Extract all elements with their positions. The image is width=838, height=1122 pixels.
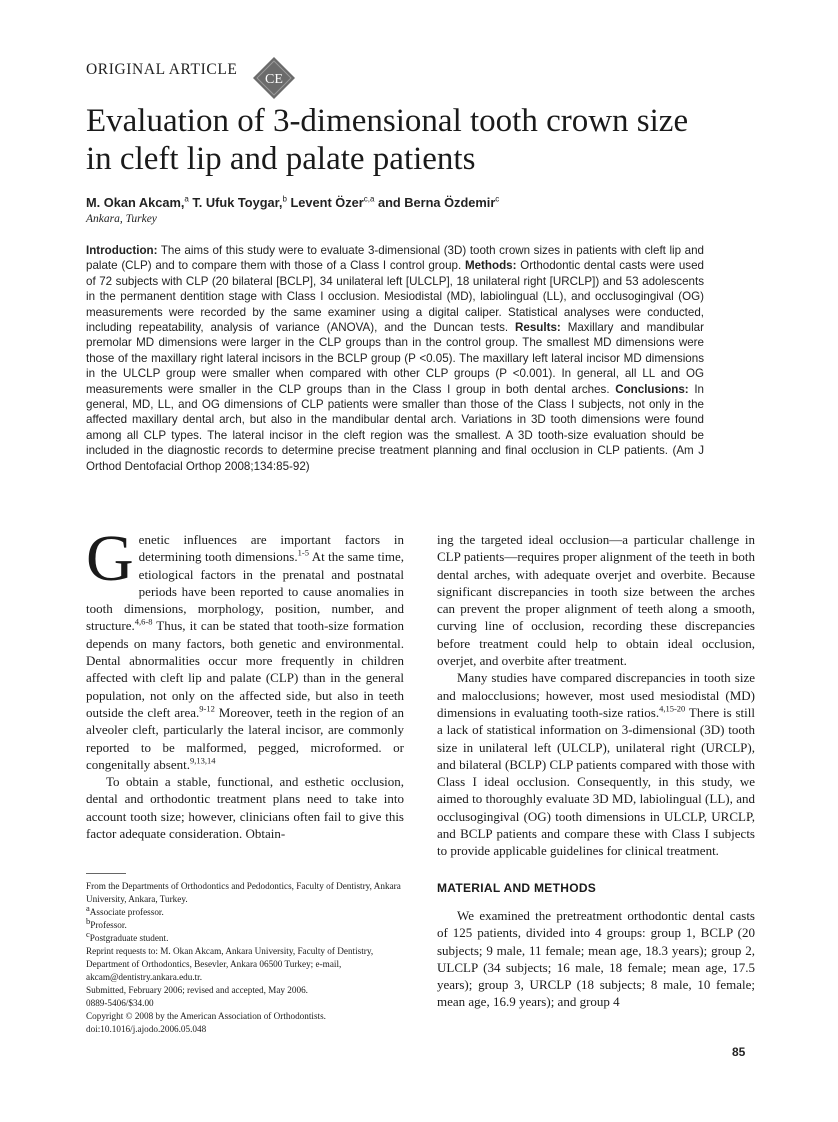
body-column-left bbox=[86, 522, 405, 842]
drop-cap: G bbox=[86, 522, 134, 595]
citation: 9,13,14 bbox=[189, 755, 216, 766]
footnote-reprint: Reprint requests to: M. Okan Akcam, Ankara University, Faculty of Dentistry, Department of Orthodontics, Besevler, Ankara 06500 Turkey; e-mail, akcam@dentistry.ankara.edu.tr. bbox=[86, 946, 374, 982]
footnote-copyright: Copyright © 2008 by the American Association of Orthodontists. bbox=[86, 1011, 326, 1021]
footnotes bbox=[86, 880, 404, 1036]
author-1-affil: a bbox=[184, 194, 189, 204]
abstract-intro: The aims of this study were to evaluate 3-dimensional (3D) tooth crown sizes in patients with cleft lip and palate (CLP) and to compare them with those of a Class I control group. bbox=[86, 244, 704, 273]
footnote-submitted: Submitted, February 2006; revised and accepted, May 2006. bbox=[86, 985, 308, 995]
footnote-affiliation: From the Departments of Orthodontics and Pedodontics, Faculty of Dentistry, Ankara University, Ankara, Turkey. bbox=[86, 881, 401, 904]
abstract-intro-label: Introduction: bbox=[86, 244, 158, 257]
footnote-role-c bbox=[86, 928, 404, 945]
citation: 4,15-20 bbox=[659, 703, 686, 714]
footnote-marker: c bbox=[86, 928, 90, 939]
body-column-right bbox=[437, 531, 755, 1011]
author-4: and Berna Özdemir bbox=[374, 195, 496, 210]
abstract bbox=[86, 243, 704, 474]
abstract-results: Maxillary and mandibular premolar MD dimensions were larger in the CLP groups than in the control group. The smallest MD dimensions were those of the maxillary right lateral incisors in the BCLP group (P <0.05). The maxillary left lateral incisor MD dimensions in the ULCLP group were smaller when compared with other CLP groups (P <0.001). In general, all LL and OG measurements were smaller in the CLP groups than in the Class I group in both dental arches. bbox=[86, 321, 704, 396]
author-1: M. Okan Akcam, bbox=[86, 195, 185, 210]
text-run: Many studies have compared discrepancies in tooth size and malocclusions; however, most used mesiodistal (MD) dimensions in evaluating tooth-size ratios. bbox=[437, 670, 755, 720]
author-2-affil: b bbox=[282, 194, 287, 204]
page-number: 85 bbox=[732, 1045, 746, 1059]
author-location: Ankara, Turkey bbox=[86, 213, 157, 225]
ce-logo bbox=[252, 56, 296, 100]
methods-paragraph-1: We examined the pretreatment orthodontic dental casts of 125 patients, divided into 4 groups: group 1, BCLP (20 subjects; 9 male, 11 female; mean age, 18.3 years); group 2, ULCLP (34 subjects; 16 male, 18 female; mean age, 17.5 years); group 3, URCLP (18 subjects; 8 male, 10 female; mean age, 16.9 years); and group 4 bbox=[437, 907, 755, 1010]
footnote-role-b bbox=[86, 915, 404, 932]
text-run: enetic influences are important factors in determining tooth dimensions. bbox=[138, 532, 404, 565]
footnote-text: Associate professor. bbox=[89, 907, 164, 917]
title-line-1: Evaluation of 3-dimensional tooth crown size bbox=[86, 103, 689, 139]
abstract-methods-label: Methods: bbox=[464, 259, 517, 273]
footnote-text: Professor. bbox=[90, 920, 127, 930]
article-title bbox=[86, 102, 786, 178]
intro-paragraph-3: ing the targeted ideal occlusion—a particular challenge in CLP patients—requires proper alignment of the teeth in both dental arches, with adequate overjet and overbite. Because significant discrepancies in tooth size between the arches can prevent the proper alignment of teeth along a smooth, curving line of occlusion, recording these discrepancies before treatment could help to obtain ideal occlusion, overjet, and overbite after treatment. bbox=[437, 532, 755, 669]
ce-logo-text: CE bbox=[265, 72, 283, 87]
citation: 4,6-8 bbox=[134, 617, 153, 628]
footnote-divider bbox=[86, 873, 126, 874]
footnote-issn: 0889-5406/$34.00 bbox=[86, 998, 154, 1008]
footnote-role-a bbox=[86, 902, 404, 919]
intro-paragraph-1 bbox=[86, 522, 405, 773]
text-run: Thus, it can be stated that tooth-size formation depends on many factors, both genetic and environmental. Dental abnormalities occur more frequently in children affected with cleft lip and palate (CLP) than in the general population, not only on the affected side, but also in teeth outside the cleft area. bbox=[86, 618, 404, 720]
author-4-affil: c bbox=[495, 194, 500, 204]
section-label: ORIGINAL ARTICLE bbox=[86, 61, 238, 78]
abstract-conclusions-label: Conclusions: bbox=[615, 382, 689, 396]
title-line-2: in cleft lip and palate patients bbox=[86, 141, 476, 177]
author-list bbox=[86, 195, 499, 210]
text-run: Moreover, teeth in the region of an alveoler cleft, particularly the lateral incisor, are commonly reported to be malformed, pegged, microformed. or congenitally absent. bbox=[86, 704, 404, 772]
abstract-conclusions: In general, MD, LL, and OG dimensions of CLP patients were smaller than those of the Class I subjects, not only in the affected maxillary dental arch, but also in the mandibular dental arch. Variations in 3D tooth dimensions were found among all CLP types. The lateral incisor in the cleft region was the smallest. A 3D tooth-size evaluation should be included in the diagnostic records to determine precise treatment planning and final occlusion in CLP patients. (Am J Orthod Dentofacial Orthop 2008;134:85-92) bbox=[86, 382, 704, 473]
section-heading-methods: MATERIAL AND METHODS bbox=[437, 880, 597, 895]
author-2: T. Ufuk Toygar, bbox=[188, 195, 283, 210]
abstract-methods: Orthodontic dental casts were used of 72 subjects with CLP (20 bilateral [BCLP], 34 unilateral left [ULCLP], 18 unilateral right [URCLP]) and 53 adolescents in the permanent dentition stage with Class I occlusion. Mesiodistal (MD), labiolingual (LL), and occlusogingival (OG) measurements were recorded by the same examiner using a digital caliper. Statistical analyses were conducted, including repeatability, analysis of variance (ANOVA), and the Duncan tests. bbox=[86, 259, 704, 335]
footnote-doi: doi:10.1016/j.ajodo.2006.05.048 bbox=[86, 1024, 207, 1034]
footnote-text: Postgraduate student. bbox=[89, 933, 169, 943]
intro-paragraph-2: To obtain a stable, functional, and esthetic occlusion, dental and orthodontic treatment plans need to take into account tooth size; however, clinicians often fail to give this factor adequate consideration. Obtain- bbox=[86, 774, 404, 842]
author-3: Levent Özer bbox=[286, 195, 364, 210]
citation: 1-5 bbox=[297, 547, 309, 558]
intro-paragraph-4 bbox=[437, 669, 755, 859]
footnote-marker: a bbox=[86, 902, 90, 913]
abstract-results-label: Results: bbox=[515, 321, 561, 335]
text-run: There is still a lack of statistical information on 3-dimensional (3D) tooth size in unilateral left (ULCLP), unilateral right (URCLP), and bilateral (BCLP) CLP patients compared with those with Class I ideal occlusion. Consequently, in this study, we aimed to thoroughly evaluate 3D MD, labiolingual (LL), and occlusogingival (OG) tooth dimensions in ULCLP, URCLP, and BCLP patients and compare these with Class I subjects to provide applicable guidelines for clinical treatment. bbox=[437, 704, 755, 859]
text-run: At the same time, etiological factors in the prenatal and postnatal periods have been reported to cause anomalies in tooth dimensions, morphology, position, number, and structure. bbox=[86, 549, 405, 634]
footnote-marker: b bbox=[86, 915, 91, 926]
citation: 9-12 bbox=[199, 703, 215, 714]
author-3-affil: c,a bbox=[363, 194, 375, 204]
